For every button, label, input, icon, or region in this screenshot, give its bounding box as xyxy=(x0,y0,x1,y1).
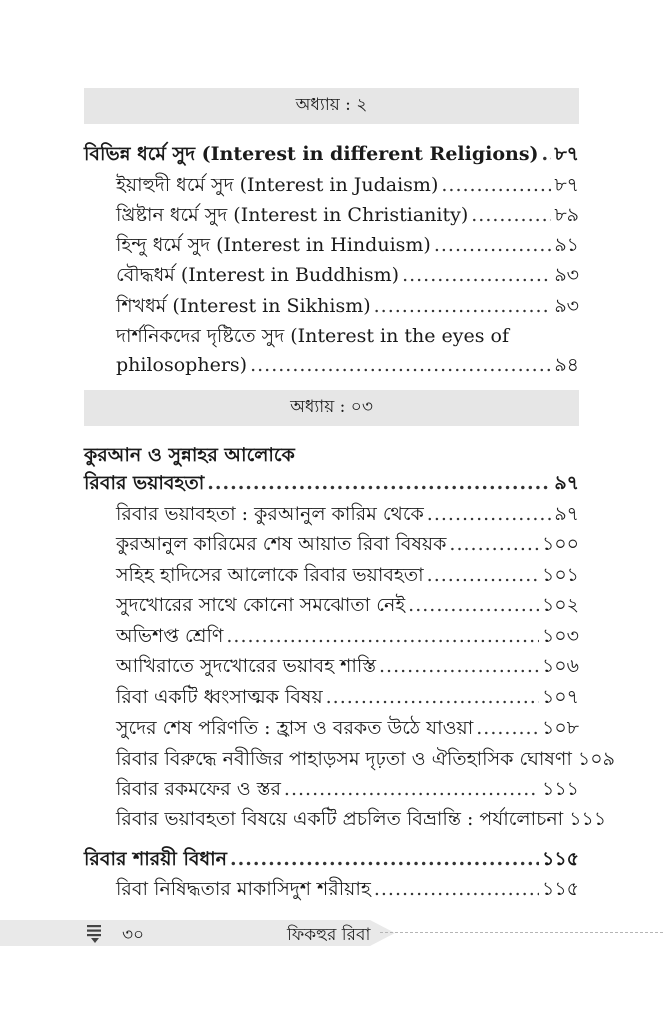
dot-leader xyxy=(408,594,539,616)
toc-title: রিবার ভয়াবহতা : কুরআনুল কারিম থেকে xyxy=(116,503,424,525)
toc-page: ১০৭ xyxy=(541,686,579,708)
toc-heading-line1: কুরআন ও সুন্নাহর আলোকে xyxy=(84,444,295,466)
toc-title: philosophers) xyxy=(116,354,248,376)
toc-page: ৯৩ xyxy=(554,295,579,317)
toc-title: রিবার ভয়াবহতা xyxy=(84,472,205,494)
chapter-label: অধ্যায় : ২ xyxy=(295,95,368,115)
toc-entry-main[interactable] xyxy=(84,845,579,877)
toc-page: ১০০ xyxy=(541,533,579,555)
toc-page: ১০১ xyxy=(541,564,579,586)
book-marker-icon xyxy=(86,922,104,944)
toc-entry[interactable] xyxy=(116,622,579,654)
toc-entry[interactable] xyxy=(116,292,579,324)
dot-leader xyxy=(449,533,539,555)
dot-leader xyxy=(374,295,552,317)
toc-title: খ্রিষ্টান ধর্মে সুদ (Interest in Christianity) xyxy=(116,204,469,226)
toc-title: রিবা নিষিদ্ধতার মাকাসিদুশ শরীয়াহ xyxy=(116,878,371,900)
toc-page: ১১১ xyxy=(569,808,607,830)
toc-title: বৌদ্ধধর্ম (Interest in Buddhism) xyxy=(116,264,400,286)
toc-page: ১০৯ xyxy=(577,748,615,770)
toc-entry[interactable] xyxy=(116,201,579,233)
dot-leader xyxy=(434,234,552,256)
dot-leader xyxy=(476,717,539,739)
dot-leader xyxy=(402,264,551,286)
toc-entry-line1: দার্শনিকদের দৃষ্টিতে সুদ (Interest in the eyes of xyxy=(116,325,509,347)
toc-entry[interactable] xyxy=(116,561,579,593)
toc-entry-main[interactable] xyxy=(84,469,579,501)
toc-entry[interactable] xyxy=(116,261,579,293)
toc-entry[interactable] xyxy=(116,652,579,684)
dot-leader xyxy=(326,686,539,708)
dot-leader xyxy=(284,778,539,800)
toc-title: শিখধর্ম (Interest in Sikhism) xyxy=(116,295,371,317)
dot-leader xyxy=(427,564,539,586)
chapter-heading xyxy=(84,390,579,426)
footer-book-title: ফিকহুর রিবা xyxy=(287,925,371,945)
toc-page: ১১৫ xyxy=(542,878,579,900)
dot-leader xyxy=(250,354,551,376)
toc-title: রিবা একটি ধ্বংসাত্মক বিষয় xyxy=(116,686,323,708)
toc-page: ৯৪ xyxy=(554,354,579,376)
toc-title: বিভিন্ন ধর্মে সুদ (Interest in different Religions) xyxy=(84,143,539,165)
toc-title: রিবার শারয়ী বিধান xyxy=(84,848,227,870)
toc-entry[interactable] xyxy=(116,171,579,203)
toc-entry[interactable] xyxy=(116,500,579,532)
dot-leader xyxy=(427,503,552,525)
dot-leader xyxy=(226,625,539,647)
toc-entry[interactable] xyxy=(116,775,579,807)
toc-page: ১০২ xyxy=(541,594,579,616)
footer-page-number: ৩০ xyxy=(122,925,145,945)
toc-page: ৮৯ xyxy=(554,204,579,226)
toc-title: রিবার ভয়াবহতা বিষয়ে একটি প্রচলিত বিভ্রান্তি : পর্যালোচনা xyxy=(116,808,564,830)
toc-entry[interactable] xyxy=(116,351,579,383)
toc-entry[interactable] xyxy=(116,745,615,777)
toc-title: কুরআনুল কারিমের শেষ আয়াত রিবা বিষয়ক xyxy=(116,533,447,555)
toc-page: ৮৭ xyxy=(554,143,579,165)
toc-title: রিবার বিরুদ্ধে নবীজির পাহাড়সম দৃঢ়তা ও ঐতিহাসিক ঘোষণা xyxy=(116,748,572,770)
toc-entry-main[interactable] xyxy=(84,140,579,172)
footer-divider xyxy=(380,932,663,933)
toc-entry[interactable] xyxy=(116,530,579,562)
toc-page: ১০৩ xyxy=(541,625,579,647)
toc-page: ১১৫ xyxy=(542,848,579,870)
toc-title: ইয়াহুদী ধর্মে সুদ (Interest in Judaism) xyxy=(116,174,439,196)
page-footer xyxy=(0,920,663,948)
toc-entry[interactable] xyxy=(116,231,579,263)
toc-page: ৯১ xyxy=(554,234,579,256)
dot-leader xyxy=(441,174,551,196)
toc-page: ১০৮ xyxy=(541,717,579,739)
toc-entry[interactable] xyxy=(116,591,579,623)
toc-title: রিবার রকমফের ও স্তর xyxy=(116,778,281,800)
toc-title: সহিহ হাদিসের আলোকে রিবার ভয়াবহতা xyxy=(116,564,424,586)
toc-entry[interactable] xyxy=(116,683,579,715)
toc-page: ৯৩ xyxy=(554,264,579,286)
toc-title: হিন্দু ধর্মে সুদ (Interest in Hinduism) xyxy=(116,234,431,256)
dot-leader xyxy=(379,655,539,677)
toc-title: অভিশপ্ত শ্রেণি xyxy=(116,625,224,647)
toc-entry[interactable] xyxy=(116,714,579,746)
toc-page: ৯৭ xyxy=(554,472,579,494)
dot-leader xyxy=(230,848,539,870)
chapter-heading xyxy=(84,88,579,124)
dot-leader xyxy=(471,204,551,226)
toc-title: সুদখোরের সাথে কোনো সমঝোতা নেই xyxy=(116,594,406,616)
dot-leader xyxy=(542,143,552,165)
dot-leader xyxy=(207,472,551,494)
toc-page: ১১১ xyxy=(542,778,579,800)
chapter-label: অধ্যায় : ০৩ xyxy=(290,397,373,417)
toc-entry[interactable] xyxy=(116,805,607,837)
toc-entry[interactable] xyxy=(116,875,579,907)
toc-page: ৯৭ xyxy=(554,503,579,525)
toc-title: সুদের শেষ পরিণতি : হ্রাস ও বরকত উঠে যাওয়া xyxy=(116,717,474,739)
toc-page: ১০৬ xyxy=(541,655,579,677)
dot-leader xyxy=(374,878,539,900)
toc-page: ৮৭ xyxy=(554,174,579,196)
toc-title: আখিরাতে সুদখোরের ভয়াবহ শাস্তি xyxy=(116,655,377,677)
